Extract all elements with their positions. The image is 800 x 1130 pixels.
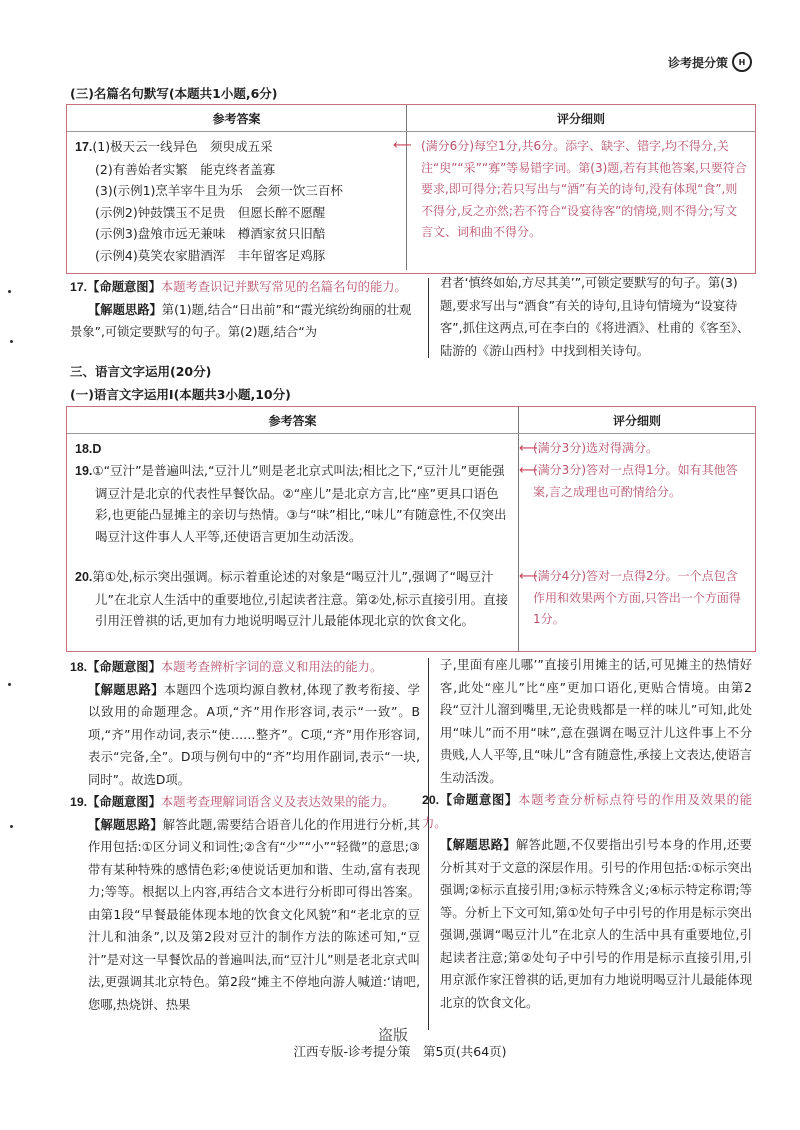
intent-text: 本题考查分析标点符号的作用及效果的能力。 xyxy=(422,793,752,830)
table-row-20 xyxy=(75,566,512,632)
intent-label: 【命题意图】 xyxy=(87,660,161,674)
approach-text: 第(1)题,结合“日出前”和“霞光缤纷绚丽的壮观景象”,可锁定要默写的句子。第(2)题,结合“为 xyxy=(70,302,412,339)
column-divider xyxy=(428,278,429,358)
approach-label: 【解题思路】 xyxy=(440,838,516,852)
arrow-left-icon: ⟵ xyxy=(519,441,538,456)
rule-text: (满分4分)答对一点得2分。一个点包含作用和效果两个方面,只答出一个方面得1分。 xyxy=(533,569,741,626)
rule-text: (满分3分)选对得满分。 xyxy=(533,441,658,455)
intent-label: 【命题意图】 xyxy=(439,793,519,807)
brand-header xyxy=(668,52,752,72)
arrow-left-icon: ⟵ xyxy=(393,138,412,153)
answer-table-17 xyxy=(66,104,756,274)
answer-line: (示例2)钟鼓馔玉不足贵 但愿长醉不愿醒 xyxy=(95,204,326,220)
question-number: 17. xyxy=(75,140,93,154)
brand-name: 诊考提分策 xyxy=(667,55,728,70)
analysis-18 xyxy=(70,656,420,791)
rule-19 xyxy=(519,460,747,566)
intent-text: 本题考查识记并默写常见的名篇名句的能力。 xyxy=(160,280,407,294)
approach-text-continued: 子,里面有座儿哪’”直接引用摊主的话,可见摊主的热情好客,此处“座儿”比“座”更加口语化,更贴合情境。由第2段“豆汁儿溜到嘴里,无论贵贱都是一样的味儿”可知,此处用“味儿”而不用“味”,意在强调在喝豆汁儿这件事上不分贵贱,人人平等,且“味儿”含有随意性,承接上文表达,使语言生动活泼。 xyxy=(440,658,752,785)
watermark: 盗版 xyxy=(378,1026,409,1044)
part-heading: 三、语言文字运用(20分) xyxy=(70,364,212,379)
analysis-20 xyxy=(422,789,752,1014)
answer-cell-17 xyxy=(67,132,407,270)
col-header-answer: 参考答案 xyxy=(67,407,519,433)
section-heading-famous-lines: (三)名篇名句默写(本题共1小题,6分) xyxy=(70,86,278,101)
analysis-19 xyxy=(70,791,420,1016)
question-number: 18. xyxy=(70,660,88,674)
arrow-left-icon: ⟵ xyxy=(519,569,538,584)
analysis-left-column xyxy=(70,656,420,1016)
table-row xyxy=(67,132,755,270)
approach-label: 【解题思路】 xyxy=(88,682,164,697)
intent-label: 【命题意图】 xyxy=(87,280,161,294)
answer-line: (1)极天云一线异色 须臾成五采 xyxy=(92,139,273,154)
analysis-17-left xyxy=(70,276,422,344)
question-number: 19. xyxy=(70,795,88,809)
col-header-rules: 评分细则 xyxy=(556,111,605,126)
answer-column xyxy=(67,434,519,652)
sub-heading: (一)语言文字运用Ⅰ(本题共3小题,10分) xyxy=(70,387,291,402)
arrow-left-icon: ⟵ xyxy=(519,463,538,478)
table-row-18 xyxy=(75,438,512,460)
answer-text: D xyxy=(92,442,102,456)
approach-label: 【解题思路】 xyxy=(88,302,162,317)
answer-text: ①“豆汁”是普遍叫法,“豆汁儿”则是老北京式叫法;相比之下,“豆汁儿”更能强调豆汁是北京的代表性早餐饮品。②“座儿”是北京方言,比“座”更具口语色彩,也更能凸显摊主的亲切与热情。③与“味”相比,“味儿”有随意性,不仅突出喝豆汁这件事人人平等,还使语言更加生动活泼。 xyxy=(92,463,507,544)
intent-label: 【命题意图】 xyxy=(87,795,161,809)
question-number: 17. xyxy=(70,280,88,294)
answer-line: (3)(示例1)烹羊宰牛且为乐 会须一饮三百杯 xyxy=(95,183,343,198)
rule-text: (满分3分)答对一点得1分。如有其他答案,言之成理也可酌情给分。 xyxy=(533,463,738,499)
brand-logo-icon: H xyxy=(732,52,752,72)
intent-text: 本题考查理解词语含义及表达效果的能力。 xyxy=(160,795,395,809)
rule-cell-17 xyxy=(393,132,755,270)
answer-line: (示例4)莫笑农家腊酒浑 丰年留客足鸡豚 xyxy=(95,247,326,263)
scan-artifact xyxy=(10,340,13,343)
scan-artifact xyxy=(8,683,11,686)
answer-text: 第①处,标示突出强调。标示着重论述的对象是“喝豆汁儿”,强调了“喝豆汁儿”在北京人生活中的重要地位,引起读者注意。第②处,标示直接引用。直接引用汪曾祺的话,更加有力地说明喝豆汁儿最能体现北京的饮食文化。 xyxy=(92,569,509,628)
scan-artifact xyxy=(10,825,13,828)
rule-text: (满分6分)每空1分,共6分。添字、缺字、错字,均不得分,关注“臾”“采”“寡”等易错字词。第(3)题,若有其他答案,只要符合要求,即可得分;若只写出与“酒”有关的诗句,没有体现“食”,则不得分,反之亦然;若不符合“设宴待客”的情境,则不得分;写文言文、词和曲不得分。 xyxy=(421,139,747,239)
approach-text: 解答此题,需要结合语音儿化的作用进行分析,其作用包括:①区分词义和词性;②含有“少”“小”“轻微”的意思;③带有某种特殊的感情色彩;④使说话更加和谐、生动,富有表现力;等等。根据以上内容,再结合文本进行分析即可得出答案。由第1段“早餐最能体现本地的饮食文化风貌”和“老北京的豆汁儿和油条”,以及第2段对豆汁的制作方法的陈述可知,“豆汁”是对这一早餐饮品的普遍叫法,而“豆汁儿”则是老北京式叫法,更强调其北京特色。第2段“摊主不停地向游人喊道:‘请吧,您哪,热烧饼、热果 xyxy=(88,817,420,1012)
approach-text: 本题四个选项均源自教材,体现了教考衔接、学以致用的命题理念。A项,“齐”用作形容词,表示“一致”。B项,“齐”用作动词,表示“使……整齐”。C项,“齐”用作形容词,表示“完备,全”。D项与例句中的“齐”均用作副词,表示“一块,同时”。故选D项。 xyxy=(88,682,420,787)
intent-text: 本题考查辨析字词的意义和用法的能力。 xyxy=(160,660,383,674)
answer-line: (示例3)盘飧市远无兼味 樽酒家贫只旧醅 xyxy=(95,226,326,241)
table-row-19 xyxy=(75,460,512,566)
analysis-17-right: 君者‘慎终如始,方尽其美’”,可锁定要默写的句子。第(3)题,要求写出与“酒食”有关的诗句,且诗句情境为“设宴待客”,抓住这两点,可在李白的《将进酒》、杜甫的《客至》、陆游的《游山西村》中找到相关诗句。 xyxy=(440,276,750,358)
table-header xyxy=(67,105,755,132)
scan-artifact xyxy=(8,290,11,293)
approach-text: 解答此题,不仅要指出引号本身的作用,还要分析其对于文意的深层作用。引号的作用包括:①标示突出强调;②标示直接引用;③标示特殊含义;④标示特定称谓;等等。分析上下文可知,第①处句子中引号的作用是标示突出强调,强调“喝豆汁儿”在北京人的生活中具有重要地位,引起读者注意;第②处句子中引号的作用是标示直接引用,引用京派作家汪曾祺的话,更加有力地说明喝豆汁儿最能体现北京的饮食文化。 xyxy=(440,838,752,1010)
rules-column xyxy=(519,434,755,652)
table-header xyxy=(67,407,755,434)
rule-18 xyxy=(519,438,747,460)
rule-20 xyxy=(519,566,747,631)
analysis-right-column xyxy=(422,654,752,1014)
answer-line: (2)有善始者实繁 能克终者盖寡 xyxy=(95,161,276,177)
page-footer: 江西专版-诊考提分策 第5页(共64页) xyxy=(293,1044,507,1059)
col-header-answer: 参考答案 xyxy=(67,105,407,131)
approach-label: 【解题思路】 xyxy=(88,817,163,832)
question-number: 18. xyxy=(75,442,93,456)
table-body xyxy=(67,434,755,652)
question-number: 20. xyxy=(422,793,440,807)
col-header-rules: 评分细则 xyxy=(612,413,661,428)
question-number: 19. xyxy=(75,464,93,478)
question-number: 20. xyxy=(75,570,93,584)
answer-table-18-20 xyxy=(66,406,756,652)
